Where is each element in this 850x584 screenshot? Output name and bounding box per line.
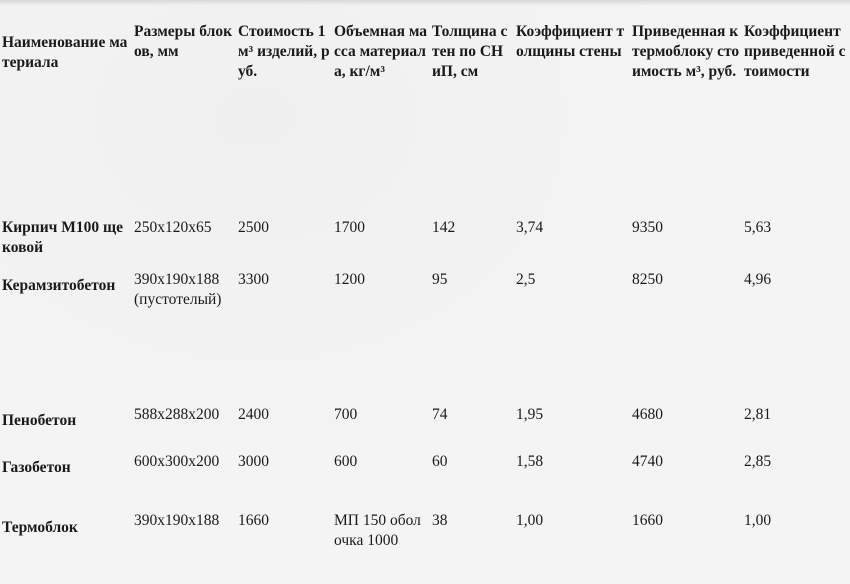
cell-material-name: Пенобетон bbox=[2, 412, 77, 429]
header-material-name: Наименование материала bbox=[2, 34, 128, 71]
cell-wall-thickness: 142 bbox=[432, 219, 456, 236]
table-row bbox=[0, 205, 850, 258]
header-reduced-cost-coef: Коэффициент приведенной стоимости bbox=[744, 23, 846, 80]
cell-material-name: Керамзитобетон bbox=[2, 277, 116, 294]
cell-thickness-coef: 1,58 bbox=[516, 453, 544, 470]
cell-thickness-coef: 1,00 bbox=[516, 512, 544, 529]
cell-reduced-cost: 4680 bbox=[632, 406, 663, 423]
cell-density: 1700 bbox=[334, 219, 365, 236]
cell-block-size: 588x288x200 bbox=[134, 406, 220, 423]
table-row bbox=[0, 438, 850, 498]
header-block-size: Размеры блоков, мм bbox=[134, 23, 233, 60]
cell-cost: 2500 bbox=[238, 219, 269, 236]
cell-wall-thickness: 38 bbox=[432, 512, 448, 529]
cell-reduced-cost-coef: 2,85 bbox=[744, 453, 772, 470]
cell-material-name: Термоблок bbox=[2, 519, 78, 536]
cell-reduced-cost-coef: 2,81 bbox=[744, 406, 772, 423]
cell-reduced-cost: 8250 bbox=[632, 271, 663, 288]
cell-wall-thickness: 60 bbox=[432, 453, 448, 470]
cell-density: 600 bbox=[334, 453, 358, 470]
cell-material-name: Кирпич М100 щековой bbox=[2, 219, 123, 256]
cell-block-size: 600x300x200 bbox=[134, 453, 220, 470]
header-thickness-coef: Коэффициент толщины стены bbox=[516, 23, 625, 60]
cell-block-size: 390x190x188 (пустотелый) bbox=[134, 271, 222, 308]
cell-wall-thickness: 74 bbox=[432, 406, 448, 423]
table-header-row bbox=[0, 0, 850, 205]
header-density: Объемная масса материала, кг/м³ bbox=[334, 23, 428, 80]
cell-thickness-coef: 1,95 bbox=[516, 406, 544, 423]
header-reduced-cost: Приведенная к термоблоку стоимость м³, руб. bbox=[632, 23, 740, 80]
cell-reduced-cost: 1660 bbox=[632, 512, 663, 529]
cell-material-name: Газобетон bbox=[2, 459, 71, 476]
cell-reduced-cost: 9350 bbox=[632, 219, 663, 236]
header-wall-thickness: Толщина стен по СНиП, см bbox=[432, 23, 508, 80]
table-row bbox=[0, 258, 850, 387]
cell-density: 700 bbox=[334, 406, 358, 423]
cell-density: 1200 bbox=[334, 271, 365, 288]
cell-cost: 2400 bbox=[238, 406, 269, 423]
cell-thickness-coef: 2,5 bbox=[516, 271, 536, 288]
cell-reduced-cost-coef: 1,00 bbox=[744, 512, 772, 529]
cell-reduced-cost-coef: 5,63 bbox=[744, 219, 772, 236]
table-row bbox=[0, 387, 850, 438]
cell-cost: 1660 bbox=[238, 512, 269, 529]
cell-block-size: 390x190x188 bbox=[134, 512, 220, 529]
cell-wall-thickness: 95 bbox=[432, 271, 448, 288]
cell-cost: 3000 bbox=[238, 453, 269, 470]
cell-block-size: 250x120x65 bbox=[134, 219, 212, 236]
cell-cost: 3300 bbox=[238, 271, 269, 288]
cell-reduced-cost: 4740 bbox=[632, 453, 663, 470]
cell-density: МП 150 оболочка 1000 bbox=[334, 512, 421, 549]
table-row bbox=[0, 498, 850, 568]
cell-thickness-coef: 3,74 bbox=[516, 219, 544, 236]
cell-reduced-cost-coef: 4,96 bbox=[744, 271, 772, 288]
header-cost: Стоимость 1 м³ изделий, руб. bbox=[238, 23, 330, 80]
